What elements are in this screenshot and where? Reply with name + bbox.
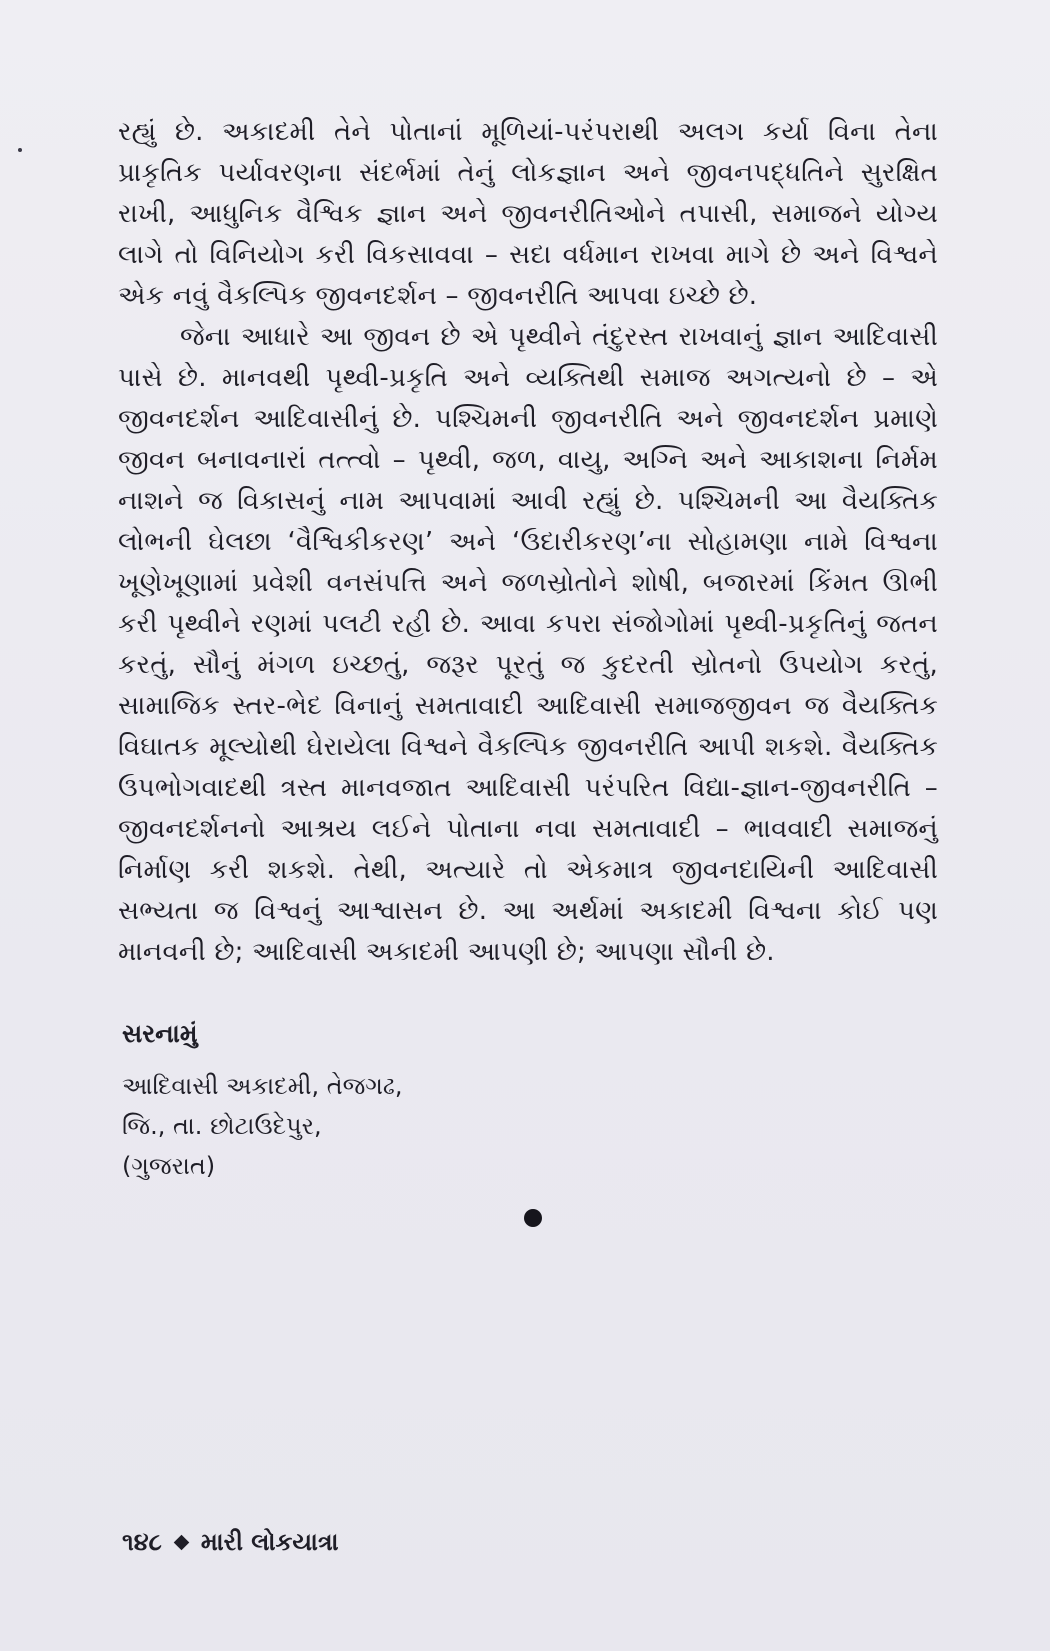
diamond-separator-icon (174, 1534, 190, 1550)
address-line-1: આદિવાસી અકાદમી, તેજગઢ, (122, 1072, 403, 1100)
section-end-bullet (524, 1209, 542, 1227)
address-heading: સરનામું (122, 1019, 198, 1048)
page-number: ૧૪૮ (122, 1528, 162, 1556)
address-line-3: (ગુજરાત) (122, 1152, 216, 1180)
book-title: મારી લોકયાત્રા (200, 1528, 339, 1556)
address-line-2: જિ., તા. છોટાઉદેપુર, (122, 1112, 322, 1140)
paragraph-2: જેના આધારે આ જીવન છે એ પૃથ્વીને તંદુરસ્ત રાખવાનું જ્ઞાન આદિવાસી પાસે છે. માનવથી પૃથ્વી-પ્રકૃતિ અને વ્યક્તિથી સમાજ અગત્યનો છે – એ જીવનદર્શન આદિવાસીનું છે. પશ્ચિમની જીવનરીતિ અને જીવનદર્શન પ્રમાણે જીવન બનાવનારાં તત્ત્વો – પૃથ્વી, જળ, વાયુ, અગ્નિ અને આકાશના નિર્મમ નાશને જ વિકાસનું નામ આપવામાં આવી રહ્યું છે. પશ્ચિમની આ વૈયક્તિક લોભની ઘેલછા ‘વૈશ્વિકીકરણ’ અને ‘ઉદારીકરણ’ના સોહામણા નામે વિશ્વના ખૂણેખૂણામાં પ્રવેશી વનસંપત્તિ અને જળસ્રોતોને શોષી, બજારમાં કિંમત ઊભી કરી પૃથ્વીને રણમાં પલટી રહી છે. આવા કપરા સંજોગોમાં પૃથ્વી-પ્રકૃતિનું જતન કરતું, સૌનું મંગળ ઇચ્છતું, જરૂર પૂરતું જ કુદરતી સ્રોતનો ઉપયોગ કરતું, સામાજિક સ્તર-ભેદ વિનાનું સમતાવાદી આદિવાસી સમાજજીવન જ વૈયક્તિક વિઘાતક મૂલ્યોથી ઘેરાયેલા વિશ્વને વૈકલ્પિક જીવનરીતિ આપી શકશે. વૈયક્તિક ઉપભોગવાદથી ત્રસ્ત માનવજાત આદિવાસી પરંપરિત વિદ્યા-જ્ઞાન-જીવનરીતિ – જીવનદર્શનનો આશ્રય લઈને પોતાના નવા સમતાવાદી – ભાવવાદી સમાજનું નિર્માણ કરી શકશે. તેથી, અત્યારે તો એકમાત્ર જીવનદાયિની આદિવાસી સભ્યતા જ વિશ્વનું આશ્વાસન છે. આ અર્થમાં અકાદમી વિશ્વના કોઈ પણ માનવની છે; આદિવાસી અકાદમી આપણી છે; આપણા સૌની છે. (118, 322, 938, 967)
page-footer (122, 1528, 339, 1556)
stray-ink-dot (18, 148, 22, 152)
body-text (118, 112, 938, 973)
address-block (122, 1014, 722, 1186)
paragraph-1: રહ્યું છે. અકાદમી તેને પોતાનાં મૂળિયાં-પરંપરાથી અલગ કર્યા વિના તેના પ્રાકૃતિક પર્યાવરણના સંદર્ભમાં તેનું લોકજ્ઞાન અને જીવનપદ્ધતિને સુરક્ષિત રાખી, આધુનિક વૈશ્વિક જ્ઞાન અને જીવનરીતિઓને તપાસી, સમાજને યોગ્ય લાગે તો વિનિયોગ કરી વિકસાવવા – સદા વર્ધમાન રાખવા માગે છે અને વિશ્વને એક નવું વૈકલ્પિક જીવનદર્શન – જીવનરીતિ આપવા ઇચ્છે છે. (118, 117, 938, 311)
